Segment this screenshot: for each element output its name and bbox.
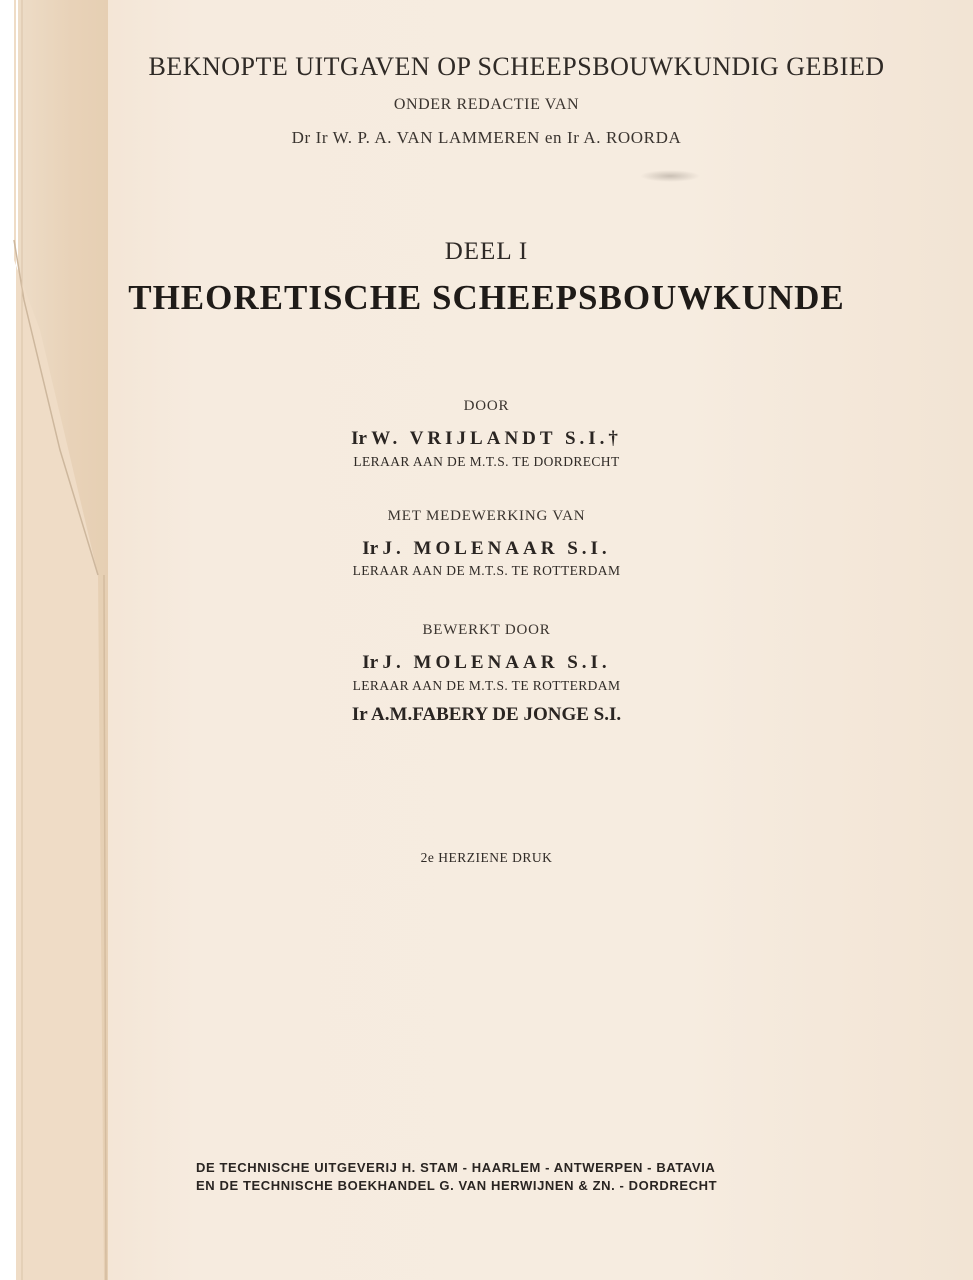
author-prefix: Ir [362, 538, 378, 559]
editors-line: Dr Ir W. P. A. VAN LAMMEREN en Ir A. ROORDA [291, 128, 682, 147]
author-prefix: Ir [362, 652, 378, 673]
volume-part: DEEL I [444, 238, 529, 265]
author-name: W. VRIJLANDT S.I.† [371, 428, 622, 449]
author-affiliation: LERAAR AAN DE M.T.S. TE ROTTERDAM [352, 563, 621, 578]
edition-label: 2e HERZIENE DRUK [420, 850, 553, 865]
by-label: DOOR [463, 398, 510, 414]
editorial-label: ONDER REDACTIE VAN [393, 96, 580, 113]
revised-by-label: BEWERKT DOOR [422, 622, 551, 638]
author-molenaar-revision [0, 652, 973, 674]
scan-margin [0, 0, 18, 1280]
series-title: BEKNOPTE UITGAVEN OP SCHEEPSBOUWKUNDIG GEBIED [148, 52, 885, 81]
publisher-line-1: DE TECHNISCHE UITGEVERIJ H. STAM - HAARLEM - ANTWERPEN - BATAVIA [196, 1160, 716, 1175]
author-name: J. MOLENAAR S.I. [382, 538, 611, 559]
author-fabery-de-jonge: Ir A.M.FABERY DE JONGE S.I. [351, 704, 622, 725]
author-molenaar [0, 538, 973, 560]
author-affiliation: LERAAR AAN DE M.T.S. TE ROTTERDAM [352, 678, 621, 693]
collaboration-label: MET MEDEWERKING VAN [387, 508, 586, 524]
author-prefix: Ir [351, 428, 367, 449]
author-name: J. MOLENAAR S.I. [382, 652, 611, 673]
binding-strip [18, 0, 108, 1280]
author-vrijlandt [0, 428, 973, 450]
publisher-line-2: EN DE TECHNISCHE BOEKHANDEL G. VAN HERWIJNEN & ZN. - DORDRECHT [196, 1178, 718, 1193]
ink-smudge [640, 170, 700, 182]
author-affiliation: LERAAR AAN DE M.T.S. TE DORDRECHT [353, 454, 620, 469]
book-title: THEORETISCHE SCHEEPSBOUWKUNDE [128, 278, 845, 317]
